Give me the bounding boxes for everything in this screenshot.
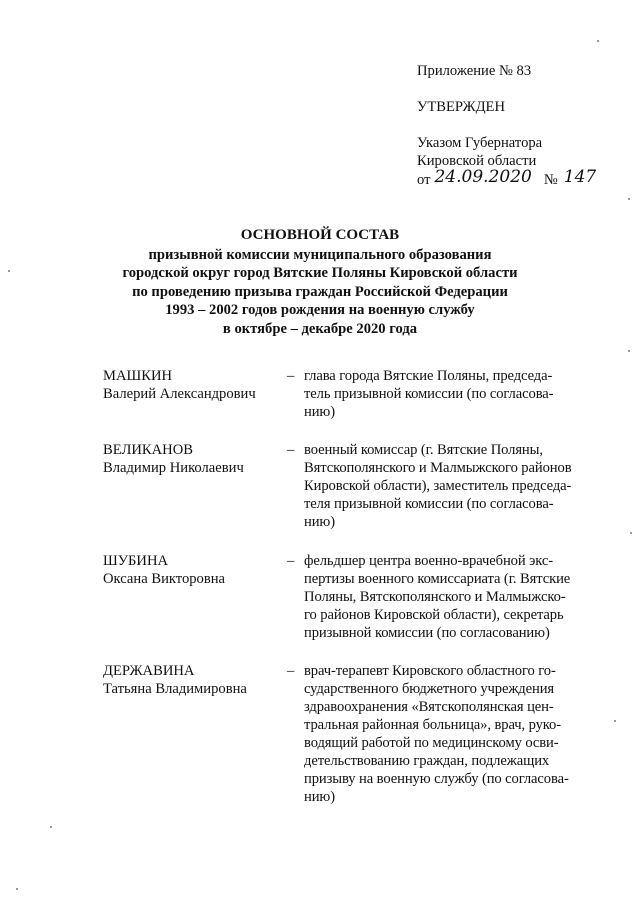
- role-line: тральная районная больница», врач, руко-: [304, 717, 561, 733]
- member-role: [304, 441, 584, 531]
- role-line: теля призывной комиссии (по согласова-: [304, 496, 554, 512]
- scan-speck: [614, 720, 616, 722]
- member-given-name: Валерий Александрович: [103, 386, 256, 402]
- scan-speck: [16, 888, 18, 890]
- role-line: призыву на военную службу (по согласова-: [304, 771, 569, 787]
- title-line: в октябре – декабре 2020 года: [222, 320, 418, 337]
- member-surname: ДЕРЖАВИНА: [103, 663, 195, 679]
- handwritten-number: 147: [563, 167, 597, 187]
- member-given-name: Татьяна Владимировна: [103, 681, 247, 697]
- role-line: Поляны, Вятскополянского и Малмыжско-: [304, 589, 566, 605]
- appendix-number: Приложение № 83: [417, 63, 532, 79]
- role-line: водящий работой по медицинскому осви-: [304, 735, 559, 751]
- dash-separator: –: [287, 368, 295, 384]
- handwritten-date: 24.09.2020: [434, 167, 532, 187]
- scan-speck: [630, 532, 632, 534]
- member-role: [304, 552, 584, 642]
- approved-stamp-text: УТВЕРЖДЕН: [417, 99, 505, 115]
- member-role: [304, 662, 584, 806]
- dash-separator: –: [287, 553, 295, 569]
- role-line: фельдшер центра военно-врачебной экс-: [304, 553, 554, 569]
- dash-separator: –: [287, 663, 295, 679]
- decree-line-2: Кировской области: [417, 153, 537, 169]
- member-given-name: Оксана Викторовна: [103, 571, 226, 587]
- role-line: здравоохранения «Вятскополянская цен-: [304, 699, 554, 715]
- member-surname: ШУБИНА: [103, 553, 169, 569]
- role-line: Вятскополянского и Малмыжского районов: [304, 460, 572, 476]
- member-name: [103, 662, 283, 698]
- title-line: призывной комиссии муниципального образования: [148, 246, 492, 263]
- date-prefix: от: [417, 172, 431, 188]
- role-line: детельствованию граждан, подлежащих: [304, 753, 550, 769]
- role-line: сударственного бюджетного учреждения: [304, 681, 555, 697]
- member-role: [304, 367, 584, 421]
- member-surname: МАШКИН: [103, 368, 173, 384]
- role-line: тель призывной комиссии (по согласова-: [304, 386, 554, 402]
- dash-separator: –: [287, 442, 295, 458]
- role-line: военный комиссар (г. Вятские Поляны,: [304, 442, 543, 458]
- title-line: городской округ город Вятские Поляны Кировской области: [122, 265, 518, 281]
- role-line: глава города Вятские Поляны, председа-: [304, 368, 553, 384]
- scan-speck: [628, 350, 630, 352]
- role-line: Кировской области), заместитель председа-: [304, 478, 572, 494]
- role-line: нию): [304, 789, 335, 805]
- role-line: нию): [304, 404, 335, 420]
- approval-block: [417, 62, 596, 189]
- member-surname: ВЕЛИКАНОВ: [103, 442, 193, 458]
- title-line: 1993 – 2002 годов рождения на военную службу: [165, 302, 475, 318]
- role-line: врач-терапевт Кировского областного го-: [304, 663, 556, 679]
- decree-line-1: Указом Губернатора: [417, 135, 543, 151]
- title-main: ОСНОВНОЙ СОСТАВ: [240, 227, 400, 243]
- scan-speck: [628, 198, 630, 200]
- scan-speck: [8, 270, 10, 272]
- role-line: нию): [304, 514, 335, 530]
- number-label: №: [543, 172, 558, 188]
- role-line: призывной комиссии (по согласованию): [304, 625, 550, 641]
- title-line: по проведению призыва граждан Российской Федерации: [132, 283, 508, 300]
- role-line: го районов Кировской области), секретарь: [304, 607, 564, 623]
- member-given-name: Владимир Николаевич: [103, 460, 244, 476]
- document-title: [0, 226, 640, 338]
- member-name: [103, 441, 283, 477]
- role-line: пертизы военного комиссариата (г. Вятские: [304, 571, 571, 587]
- scan-speck: [597, 40, 599, 42]
- scan-speck: [50, 826, 52, 828]
- decree-date-line: [417, 167, 597, 189]
- member-name: [103, 367, 283, 403]
- member-name: [103, 552, 283, 588]
